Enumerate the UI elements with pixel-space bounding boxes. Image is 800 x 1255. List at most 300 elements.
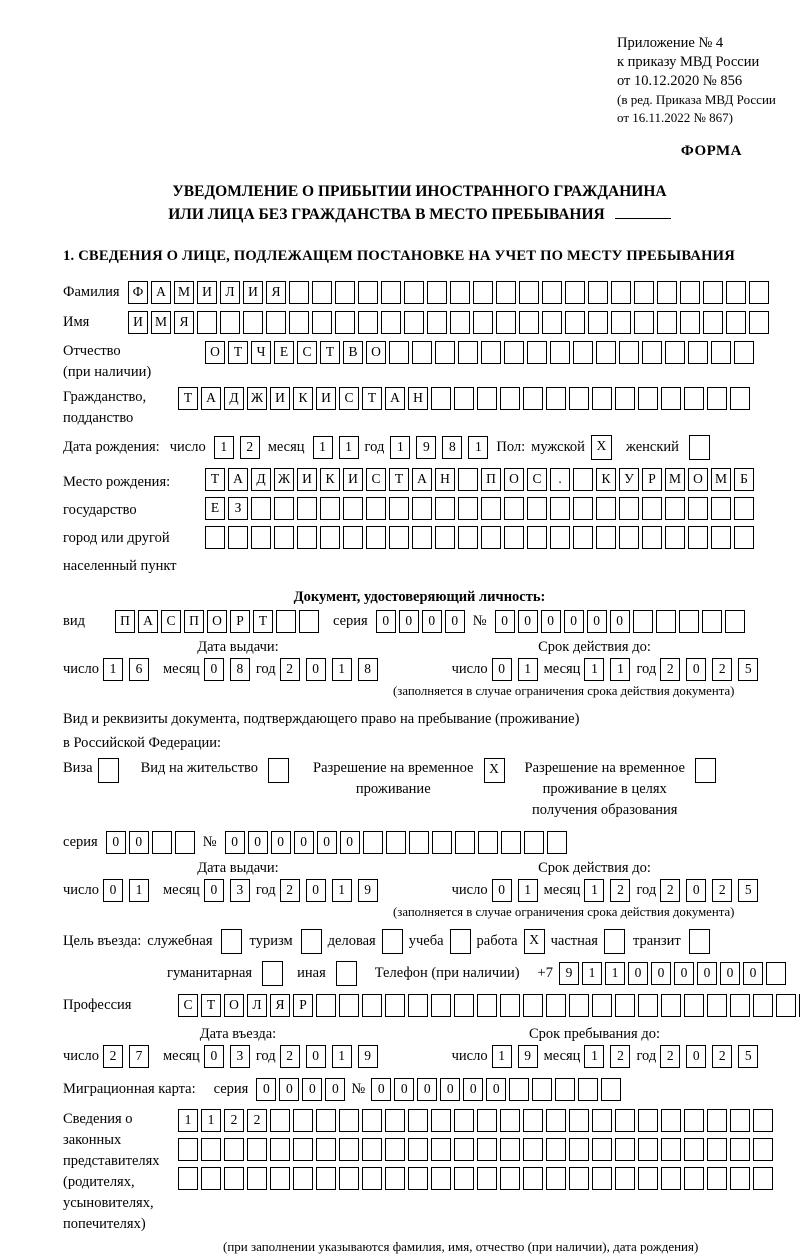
cell[interactable] xyxy=(592,1138,612,1161)
cell[interactable] xyxy=(619,526,639,549)
cell[interactable] xyxy=(362,1138,382,1161)
cell[interactable]: И xyxy=(270,387,290,410)
cell[interactable]: 1 xyxy=(214,436,234,459)
cell[interactable]: Ж xyxy=(247,387,267,410)
cell[interactable] xyxy=(569,1138,589,1161)
birth-place-row1-cells[interactable] xyxy=(205,468,754,491)
cell[interactable] xyxy=(504,341,524,364)
cell[interactable] xyxy=(776,994,796,1017)
cell[interactable] xyxy=(473,311,493,334)
cell[interactable]: . xyxy=(550,468,570,491)
purpose-tourism-checkbox[interactable] xyxy=(301,929,322,954)
cell[interactable] xyxy=(197,311,217,334)
cell[interactable] xyxy=(274,497,294,520)
cell[interactable]: С xyxy=(366,468,386,491)
cell[interactable]: Л xyxy=(220,281,240,304)
cell[interactable] xyxy=(633,610,653,633)
cell[interactable]: 1 xyxy=(605,962,625,985)
cell[interactable] xyxy=(542,281,562,304)
purpose-private-checkbox[interactable] xyxy=(604,929,625,954)
cell[interactable]: В xyxy=(343,341,363,364)
cell[interactable] xyxy=(366,526,386,549)
cell[interactable] xyxy=(532,1078,552,1101)
purpose-work-checkbox[interactable] xyxy=(524,929,545,954)
cell[interactable] xyxy=(753,1167,773,1190)
cell[interactable] xyxy=(274,526,294,549)
cell[interactable]: Т xyxy=(320,341,340,364)
cell[interactable] xyxy=(404,311,424,334)
cell[interactable] xyxy=(684,1138,704,1161)
cell[interactable]: Т xyxy=(228,341,248,364)
cell[interactable] xyxy=(523,387,543,410)
cell[interactable]: 0 xyxy=(129,831,149,854)
cell[interactable]: 1 xyxy=(468,436,488,459)
cell[interactable]: А xyxy=(385,387,405,410)
cell[interactable]: 0 xyxy=(294,831,314,854)
legal-reps-row3-cells[interactable] xyxy=(178,1167,773,1190)
cell[interactable] xyxy=(546,1109,566,1132)
cell[interactable] xyxy=(320,497,340,520)
cell[interactable] xyxy=(427,281,447,304)
cell[interactable]: 1 xyxy=(582,962,602,985)
cell[interactable] xyxy=(592,1167,612,1190)
cell[interactable] xyxy=(523,1138,543,1161)
cell[interactable] xyxy=(615,1138,635,1161)
cell[interactable] xyxy=(500,1167,520,1190)
cell[interactable] xyxy=(707,1109,727,1132)
cell[interactable]: А xyxy=(412,468,432,491)
cell[interactable]: 1 xyxy=(103,658,123,681)
cell[interactable]: 7 xyxy=(129,1045,149,1068)
cell[interactable] xyxy=(711,526,731,549)
cell[interactable] xyxy=(550,526,570,549)
female-checkbox[interactable] xyxy=(689,435,710,460)
cell[interactable]: 2 xyxy=(280,658,300,681)
cell[interactable] xyxy=(573,526,593,549)
cell[interactable] xyxy=(665,497,685,520)
cell[interactable] xyxy=(611,311,631,334)
cell[interactable]: 0 xyxy=(306,1045,326,1068)
cell[interactable]: Т xyxy=(178,387,198,410)
cell[interactable]: 0 xyxy=(306,879,326,902)
cell[interactable]: О xyxy=(366,341,386,364)
cell[interactable] xyxy=(749,311,769,334)
cell[interactable] xyxy=(573,341,593,364)
cell[interactable]: И xyxy=(243,281,263,304)
cell[interactable]: 0 xyxy=(628,962,648,985)
cell[interactable] xyxy=(299,610,319,633)
cell[interactable] xyxy=(504,526,524,549)
cell[interactable] xyxy=(385,1167,405,1190)
valid-month-cells[interactable] xyxy=(584,879,630,902)
cell[interactable]: А xyxy=(151,281,171,304)
cell[interactable] xyxy=(730,1109,750,1132)
cell[interactable] xyxy=(455,831,475,854)
cell[interactable]: 0 xyxy=(340,831,360,854)
cell[interactable] xyxy=(638,1109,658,1132)
cell[interactable]: 1 xyxy=(584,658,604,681)
cell[interactable] xyxy=(555,1078,575,1101)
cell[interactable]: И xyxy=(128,311,148,334)
cell[interactable]: Р xyxy=(230,610,250,633)
cell[interactable] xyxy=(680,311,700,334)
cell[interactable] xyxy=(289,281,309,304)
cell[interactable] xyxy=(381,311,401,334)
cell[interactable] xyxy=(450,929,471,954)
valid-year-cells[interactable] xyxy=(660,879,758,902)
cell[interactable] xyxy=(201,1138,221,1161)
cell[interactable]: 1 xyxy=(518,879,538,902)
cell[interactable]: 9 xyxy=(416,436,436,459)
cell[interactable] xyxy=(753,1109,773,1132)
birth-place-row3-cells[interactable] xyxy=(205,526,754,549)
cell[interactable] xyxy=(477,1109,497,1132)
cell[interactable] xyxy=(523,994,543,1017)
cell[interactable] xyxy=(481,341,501,364)
cell[interactable]: 9 xyxy=(358,1045,378,1068)
id-doc-series-cells[interactable] xyxy=(376,610,465,633)
cell[interactable] xyxy=(454,387,474,410)
residence-permit-checkbox[interactable] xyxy=(268,758,289,783)
cell[interactable] xyxy=(703,311,723,334)
cell[interactable]: К xyxy=(320,468,340,491)
cell[interactable] xyxy=(753,1138,773,1161)
cell[interactable] xyxy=(661,994,681,1017)
cell[interactable] xyxy=(312,281,332,304)
until-year-cells[interactable] xyxy=(660,1045,758,1068)
valid-day-cells[interactable] xyxy=(492,658,538,681)
cell[interactable] xyxy=(262,961,283,986)
cell[interactable] xyxy=(450,281,470,304)
cell[interactable]: 1 xyxy=(339,436,359,459)
legal-reps-row2-cells[interactable] xyxy=(178,1138,773,1161)
cell[interactable] xyxy=(339,1109,359,1132)
cell[interactable] xyxy=(638,1138,658,1161)
cell[interactable] xyxy=(707,1167,727,1190)
cell[interactable]: 0 xyxy=(440,1078,460,1101)
cell[interactable]: 9 xyxy=(358,879,378,902)
purpose-study-checkbox[interactable] xyxy=(450,929,471,954)
cell[interactable] xyxy=(684,1109,704,1132)
until-month-cells[interactable] xyxy=(584,1045,630,1068)
cell[interactable] xyxy=(680,281,700,304)
cell[interactable] xyxy=(749,281,769,304)
cell[interactable] xyxy=(596,341,616,364)
cell[interactable]: С xyxy=(527,468,547,491)
cell[interactable] xyxy=(688,497,708,520)
temp-residence-checkbox[interactable] xyxy=(484,758,505,783)
cell[interactable] xyxy=(684,1167,704,1190)
cell[interactable]: С xyxy=(339,387,359,410)
cell[interactable]: Т xyxy=(389,468,409,491)
cell[interactable] xyxy=(707,387,727,410)
cell[interactable]: И xyxy=(197,281,217,304)
cell[interactable] xyxy=(270,1167,290,1190)
cell[interactable]: 3 xyxy=(230,1045,250,1068)
cell[interactable]: С xyxy=(161,610,181,633)
cell[interactable]: 0 xyxy=(422,610,442,633)
migration-card-number-cells[interactable] xyxy=(371,1078,621,1101)
cell[interactable] xyxy=(661,387,681,410)
cell[interactable]: Т xyxy=(205,468,225,491)
cell[interactable]: 1 xyxy=(390,436,410,459)
cell[interactable] xyxy=(427,311,447,334)
cell[interactable] xyxy=(546,387,566,410)
cell[interactable] xyxy=(98,758,119,783)
cell[interactable]: 1 xyxy=(584,879,604,902)
issue-year-cells[interactable] xyxy=(280,658,378,681)
cell[interactable]: 0 xyxy=(518,610,538,633)
cell[interactable]: 1 xyxy=(584,1045,604,1068)
cell[interactable]: А xyxy=(228,468,248,491)
cell[interactable] xyxy=(726,311,746,334)
cell[interactable] xyxy=(615,1109,635,1132)
cell[interactable]: 2 xyxy=(660,879,680,902)
cell[interactable] xyxy=(684,994,704,1017)
cell[interactable] xyxy=(569,1167,589,1190)
cell[interactable]: 2 xyxy=(660,658,680,681)
cell[interactable] xyxy=(435,341,455,364)
cell[interactable] xyxy=(619,341,639,364)
cell[interactable] xyxy=(730,1138,750,1161)
cell[interactable]: 2 xyxy=(224,1109,244,1132)
cell[interactable] xyxy=(389,497,409,520)
cell[interactable]: Т xyxy=(201,994,221,1017)
cell[interactable] xyxy=(481,497,501,520)
cell[interactable] xyxy=(412,497,432,520)
patronymic-cells[interactable] xyxy=(205,341,754,364)
cell[interactable] xyxy=(301,929,322,954)
cell[interactable] xyxy=(293,1167,313,1190)
cell[interactable] xyxy=(634,281,654,304)
cell[interactable]: 0 xyxy=(674,962,694,985)
cell[interactable]: О xyxy=(504,468,524,491)
cell[interactable]: 0 xyxy=(743,962,763,985)
cell[interactable] xyxy=(366,497,386,520)
cell[interactable]: 2 xyxy=(280,1045,300,1068)
cell[interactable] xyxy=(638,994,658,1017)
cell[interactable]: А xyxy=(138,610,158,633)
cell[interactable] xyxy=(435,526,455,549)
cell[interactable] xyxy=(431,1167,451,1190)
cell[interactable] xyxy=(339,1167,359,1190)
cell[interactable] xyxy=(175,831,195,854)
cell[interactable]: Е xyxy=(274,341,294,364)
cell[interactable] xyxy=(596,497,616,520)
cell[interactable] xyxy=(523,1109,543,1132)
cell[interactable] xyxy=(573,468,593,491)
cell[interactable]: 8 xyxy=(442,436,462,459)
cell[interactable] xyxy=(178,1167,198,1190)
cell[interactable]: 2 xyxy=(610,1045,630,1068)
cell[interactable]: Т xyxy=(362,387,382,410)
cell[interactable] xyxy=(546,1138,566,1161)
cell[interactable]: О xyxy=(688,468,708,491)
cell[interactable] xyxy=(657,311,677,334)
cell[interactable] xyxy=(588,281,608,304)
cell[interactable]: И xyxy=(316,387,336,410)
cell[interactable]: X xyxy=(484,758,505,783)
cell[interactable] xyxy=(519,311,539,334)
cell[interactable] xyxy=(431,1138,451,1161)
cell[interactable]: И xyxy=(343,468,363,491)
cell[interactable] xyxy=(408,1138,428,1161)
cell[interactable]: Н xyxy=(435,468,455,491)
cell[interactable] xyxy=(734,526,754,549)
cell[interactable]: 0 xyxy=(271,831,291,854)
cell[interactable] xyxy=(454,994,474,1017)
cell[interactable] xyxy=(550,341,570,364)
cell[interactable] xyxy=(711,497,731,520)
cell[interactable]: 0 xyxy=(103,879,123,902)
cell[interactable]: А xyxy=(201,387,221,410)
cell[interactable]: 1 xyxy=(332,1045,352,1068)
cell[interactable]: О xyxy=(224,994,244,1017)
cell[interactable] xyxy=(293,1138,313,1161)
cell[interactable]: Р xyxy=(293,994,313,1017)
cell[interactable]: 0 xyxy=(225,831,245,854)
cell[interactable]: 0 xyxy=(256,1078,276,1101)
cell[interactable] xyxy=(730,994,750,1017)
cell[interactable] xyxy=(431,387,451,410)
cell[interactable] xyxy=(546,994,566,1017)
issue-month-cells[interactable] xyxy=(204,879,250,902)
cell[interactable] xyxy=(339,1138,359,1161)
cell[interactable]: 2 xyxy=(712,1045,732,1068)
cell[interactable] xyxy=(385,1138,405,1161)
cell[interactable] xyxy=(766,962,786,985)
cell[interactable] xyxy=(684,387,704,410)
cell[interactable] xyxy=(504,497,524,520)
cell[interactable]: Д xyxy=(224,387,244,410)
cell[interactable]: 0 xyxy=(495,610,515,633)
cell[interactable] xyxy=(297,526,317,549)
cell[interactable] xyxy=(276,610,296,633)
cell[interactable]: 0 xyxy=(325,1078,345,1101)
citizenship-cells[interactable] xyxy=(178,387,750,410)
cell[interactable]: О xyxy=(207,610,227,633)
cell[interactable] xyxy=(358,311,378,334)
cell[interactable] xyxy=(220,311,240,334)
cell[interactable]: 2 xyxy=(660,1045,680,1068)
cell[interactable] xyxy=(478,831,498,854)
cell[interactable] xyxy=(454,1138,474,1161)
cell[interactable] xyxy=(638,387,658,410)
cell[interactable] xyxy=(711,341,731,364)
cell[interactable] xyxy=(316,1109,336,1132)
cell[interactable] xyxy=(542,311,562,334)
cell[interactable]: 9 xyxy=(559,962,579,985)
visa-checkbox[interactable] xyxy=(98,758,119,783)
cell[interactable] xyxy=(412,526,432,549)
legal-reps-row1-cells[interactable] xyxy=(178,1109,773,1132)
cell[interactable] xyxy=(270,1109,290,1132)
cell[interactable]: 0 xyxy=(463,1078,483,1101)
cell[interactable]: 0 xyxy=(279,1078,299,1101)
cell[interactable]: 2 xyxy=(712,658,732,681)
cell[interactable]: 2 xyxy=(280,879,300,902)
cell[interactable]: 5 xyxy=(738,879,758,902)
cell[interactable] xyxy=(657,281,677,304)
cell[interactable] xyxy=(343,526,363,549)
cell[interactable]: 0 xyxy=(686,658,706,681)
cell[interactable]: 0 xyxy=(587,610,607,633)
cell[interactable] xyxy=(320,526,340,549)
cell[interactable] xyxy=(477,387,497,410)
phone-cells[interactable] xyxy=(559,962,786,985)
id-doc-number-cells[interactable] xyxy=(495,610,745,633)
temp-residence-education-checkbox[interactable] xyxy=(695,758,716,783)
migration-card-series-cells[interactable] xyxy=(256,1078,345,1101)
issue-year-cells[interactable] xyxy=(280,879,378,902)
cell[interactable] xyxy=(201,1167,221,1190)
cell[interactable] xyxy=(477,1138,497,1161)
cell[interactable] xyxy=(661,1109,681,1132)
cell[interactable] xyxy=(734,341,754,364)
cell[interactable] xyxy=(661,1138,681,1161)
cell[interactable]: X xyxy=(524,929,545,954)
cell[interactable] xyxy=(389,526,409,549)
cell[interactable]: 1 xyxy=(492,1045,512,1068)
cell[interactable] xyxy=(458,497,478,520)
purpose-other-checkbox[interactable] xyxy=(336,961,357,986)
cell[interactable]: 8 xyxy=(230,658,250,681)
cell[interactable]: Я xyxy=(270,994,290,1017)
cell[interactable] xyxy=(679,610,699,633)
cell[interactable] xyxy=(335,281,355,304)
cell[interactable]: 0 xyxy=(417,1078,437,1101)
issue-month-cells[interactable] xyxy=(204,658,250,681)
cell[interactable]: 0 xyxy=(492,879,512,902)
cell[interactable]: 0 xyxy=(376,610,396,633)
cell[interactable] xyxy=(519,281,539,304)
cell[interactable] xyxy=(481,526,501,549)
cell[interactable] xyxy=(266,311,286,334)
cell[interactable]: 0 xyxy=(610,610,630,633)
cell[interactable]: И xyxy=(297,468,317,491)
cell[interactable] xyxy=(615,994,635,1017)
cell[interactable] xyxy=(689,435,710,460)
cell[interactable] xyxy=(527,497,547,520)
cell[interactable]: 0 xyxy=(686,1045,706,1068)
cell[interactable] xyxy=(689,929,710,954)
birth-place-row2-cells[interactable] xyxy=(205,497,754,520)
cell[interactable]: Л xyxy=(247,994,267,1017)
cell[interactable] xyxy=(547,831,567,854)
cell[interactable] xyxy=(247,1167,267,1190)
cell[interactable] xyxy=(524,831,544,854)
cell[interactable]: 6 xyxy=(129,658,149,681)
cell[interactable] xyxy=(569,994,589,1017)
cell[interactable] xyxy=(382,929,403,954)
cell[interactable]: Ф xyxy=(128,281,148,304)
cell[interactable] xyxy=(725,610,745,633)
cell[interactable] xyxy=(588,311,608,334)
cell[interactable] xyxy=(501,831,521,854)
cell[interactable]: X xyxy=(591,435,612,460)
cell[interactable] xyxy=(362,1109,382,1132)
cell[interactable] xyxy=(527,341,547,364)
cell[interactable] xyxy=(509,1078,529,1101)
purpose-transit-checkbox[interactable] xyxy=(689,929,710,954)
cell[interactable]: П xyxy=(115,610,135,633)
cell[interactable] xyxy=(358,281,378,304)
cell[interactable] xyxy=(688,526,708,549)
cell[interactable]: Д xyxy=(251,468,271,491)
cell[interactable]: 0 xyxy=(686,879,706,902)
cell[interactable]: 0 xyxy=(399,610,419,633)
purpose-humanitarian-checkbox[interactable] xyxy=(262,961,283,986)
